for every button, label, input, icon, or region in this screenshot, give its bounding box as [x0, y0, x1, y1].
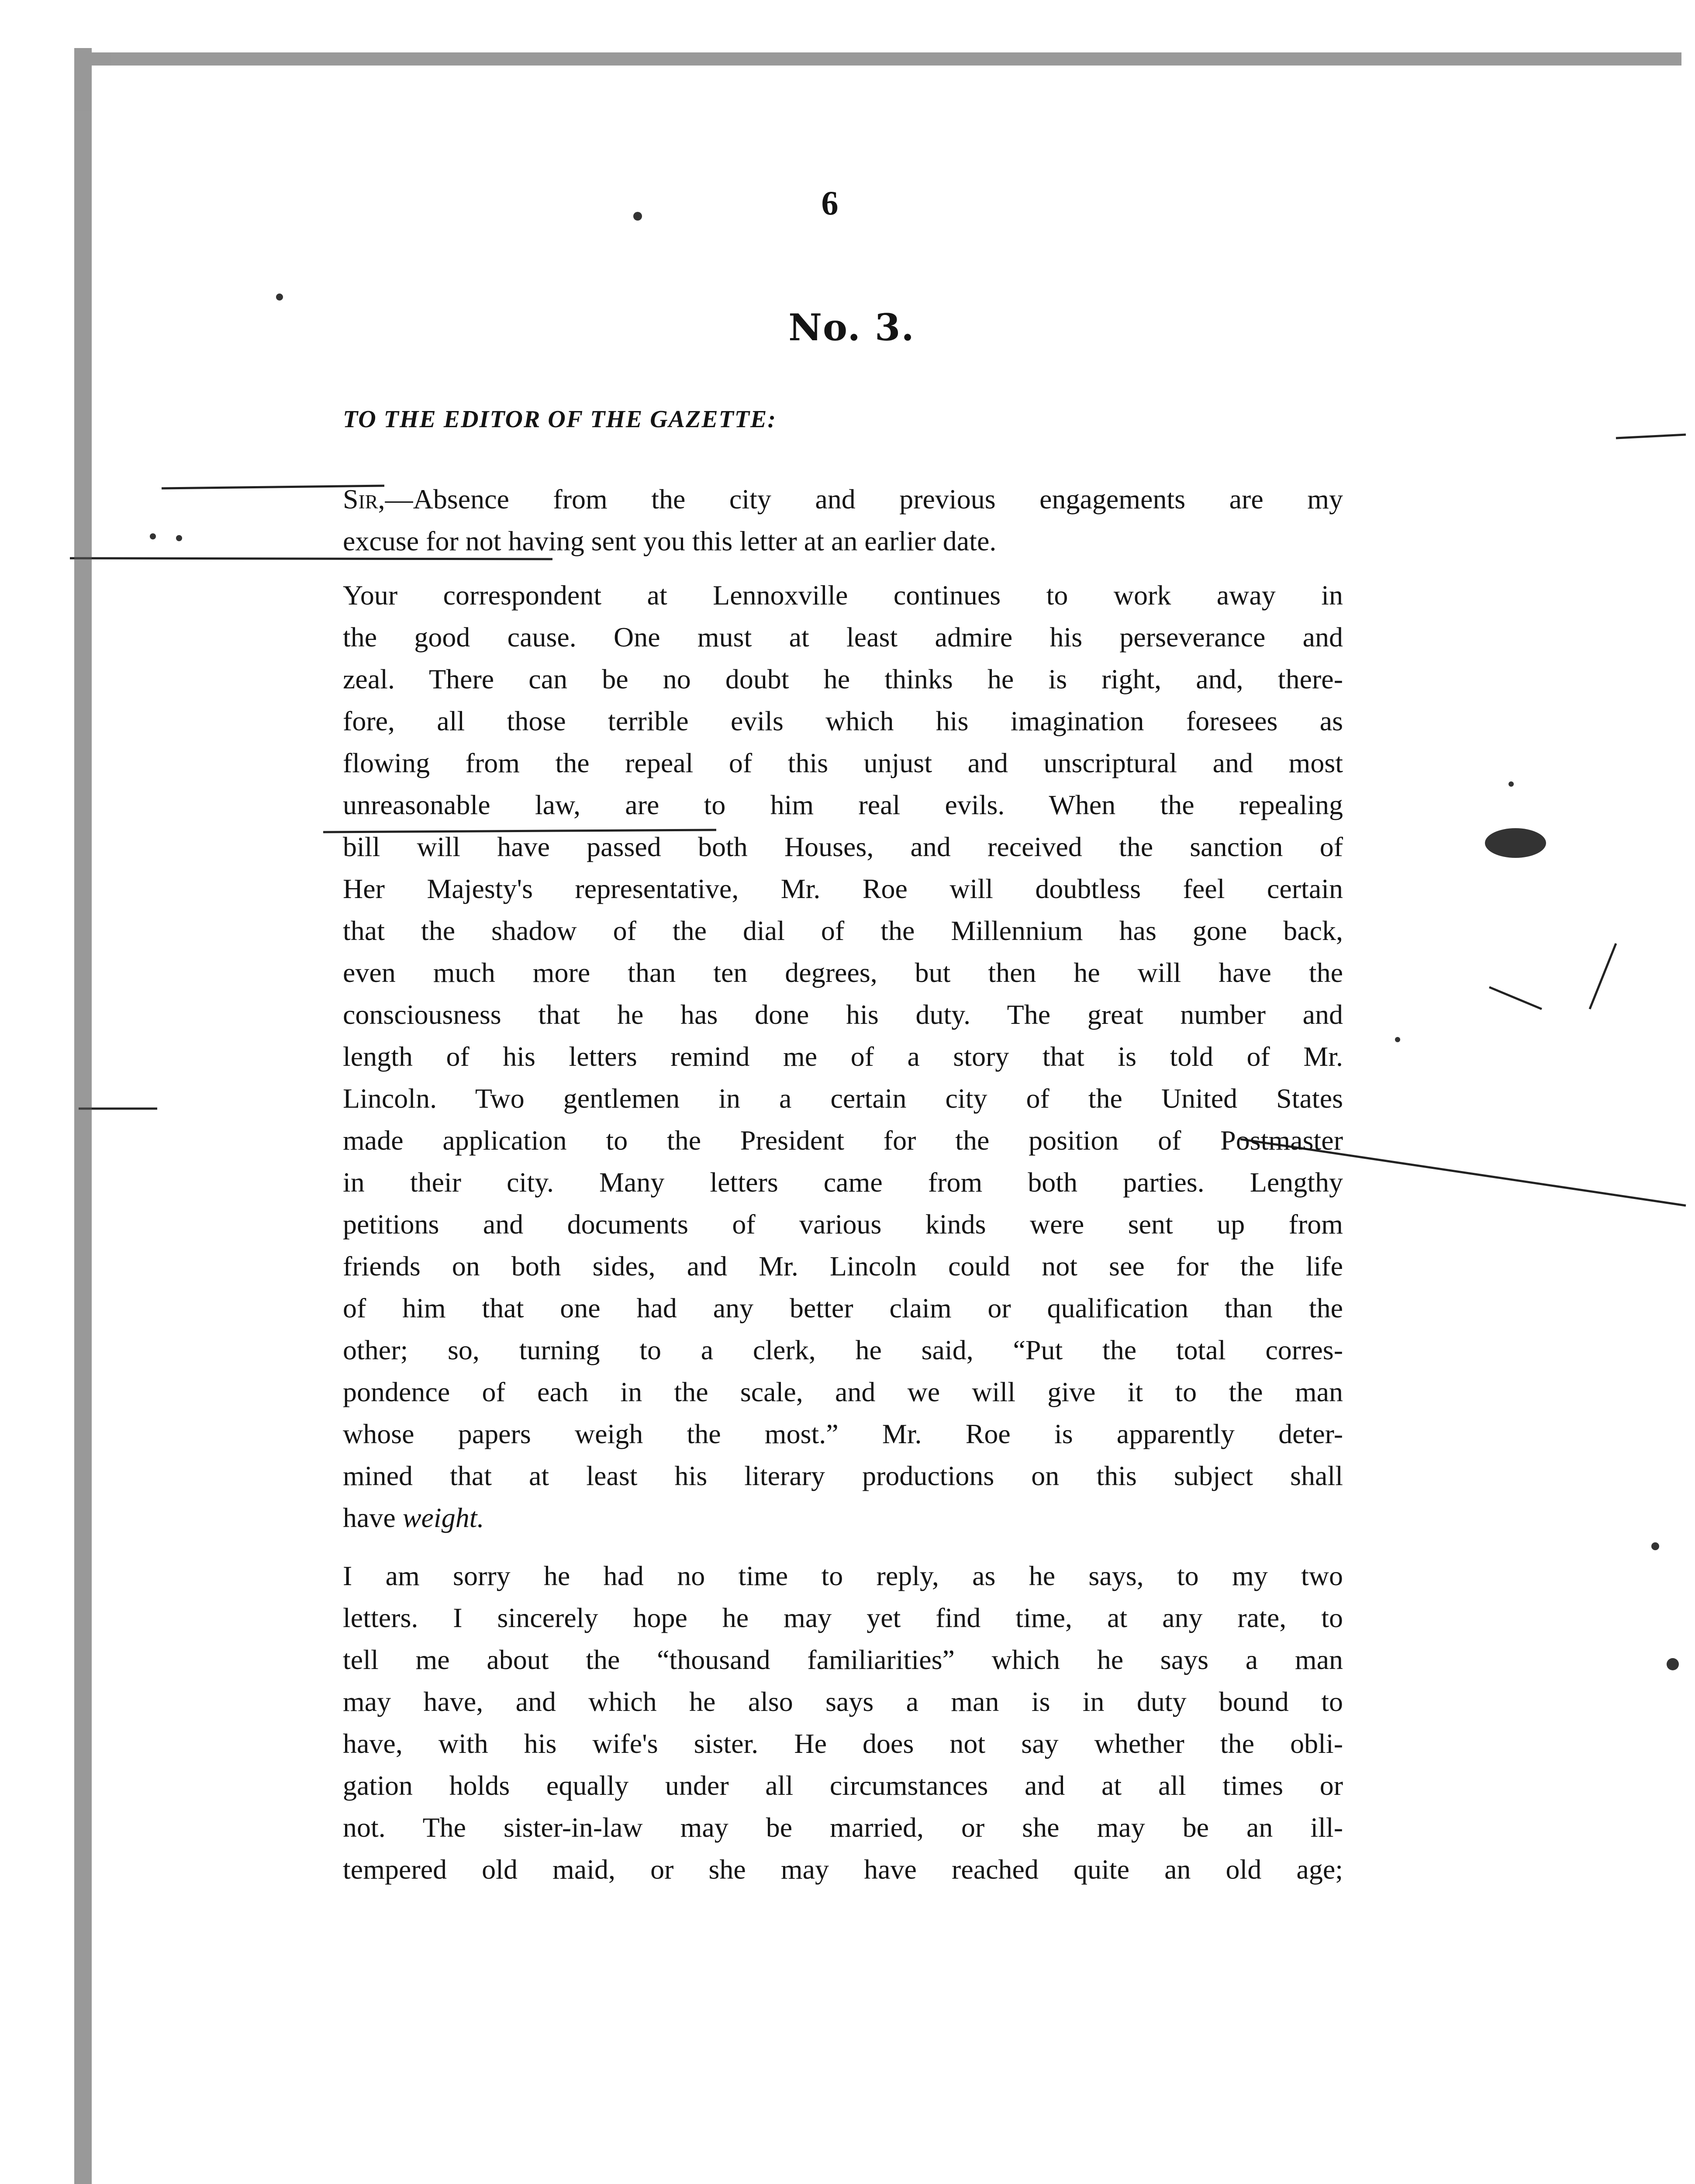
text-line: in their city. Many letters came from both parties. Lengthy: [343, 1167, 1343, 1198]
text-line: Lincoln. Two gentlemen in a certain city of the United States: [343, 1083, 1343, 1114]
text-line: letters. I sincerely hope he may yet find time, at any rate, to: [343, 1602, 1343, 1633]
text-line: petitions and documents of various kinds were sent up from: [343, 1209, 1343, 1240]
text-line: made application to the President for the position of Postmaster: [343, 1125, 1343, 1156]
text-line: excuse for not having sent you this letter at an earlier date.: [343, 525, 997, 556]
text-line: tempered old maid, or she may have reached quite an old age;: [343, 1854, 1343, 1885]
paragraph-2: [343, 574, 1343, 1539]
line-remainder: ,—Absence from the city and previous engagements are my: [378, 484, 1343, 515]
text-line: [343, 478, 1343, 520]
text-line: tell me about the “thousand familiarities” which he says a man: [343, 1644, 1343, 1675]
text-line: unreasonable law, are to him real evils. When the repealing: [343, 789, 1343, 820]
text-line: Her Majesty's representative, Mr. Roe will doubtless feel certain: [343, 873, 1343, 904]
salutation: TO THE EDITOR OF THE GAZETTE:: [343, 406, 777, 433]
text-line: have, with his wife's sister. He does not say whether the obli-: [343, 1728, 1343, 1759]
text-line: friends on both sides, and Mr. Lincoln could not see for the life: [343, 1251, 1343, 1282]
text-line: may have, and which he also says a man is in duty bound to: [343, 1686, 1343, 1717]
text-line: bill will have passed both Houses, and received the sanction of: [343, 831, 1343, 862]
text-line: whose papers weigh the most.” Mr. Roe is apparently deter-: [343, 1418, 1343, 1449]
text-line: fore, all those terrible evils which his imagination foresees as: [343, 705, 1343, 736]
salutation-sir: Sir: [343, 484, 378, 515]
text-line: zeal. There can be no doubt he thinks he is right, and, there-: [343, 663, 1343, 695]
paragraph-3: [343, 1555, 1343, 1890]
text-line: Your correspondent at Lennoxville continues to work away in: [343, 580, 1343, 611]
text-line: of him that one had any better claim or qualification than the: [343, 1292, 1343, 1324]
text-line: mined that at least his literary productions on this subject shall: [343, 1460, 1343, 1491]
text-line: not. The sister-in-law may be married, or she may be an ill-: [343, 1812, 1343, 1843]
text-line: pondence of each in the scale, and we will give it to the man: [343, 1376, 1343, 1407]
text-line: [343, 1497, 1343, 1539]
text-line: gation holds equally under all circumstances and at all times or: [343, 1770, 1343, 1801]
italic-word: weight.: [402, 1502, 484, 1533]
text-line: even much more than ten degrees, but then he will have the: [343, 957, 1343, 988]
text-line: length of his letters remind me of a story that is told of Mr.: [343, 1041, 1343, 1072]
letter-number-heading: No. 3.: [788, 306, 915, 349]
text-line: that the shadow of the dial of the Millennium has gone back,: [343, 915, 1343, 946]
text-line: flowing from the repeal of this unjust and unscriptural and most: [343, 747, 1343, 778]
text-line: I am sorry he had no time to reply, as he says, to my two: [343, 1560, 1343, 1591]
text-line: other; so, turning to a clerk, he said, “Put the total corres-: [343, 1334, 1343, 1365]
text-line: consciousness that he has done his duty. The great number and: [343, 999, 1343, 1030]
text-line: the good cause. One must at least admire his perseverance and: [343, 622, 1343, 653]
line-prefix: have: [343, 1502, 403, 1533]
paragraph-1: [343, 478, 1343, 562]
page-number: 6: [821, 184, 839, 222]
